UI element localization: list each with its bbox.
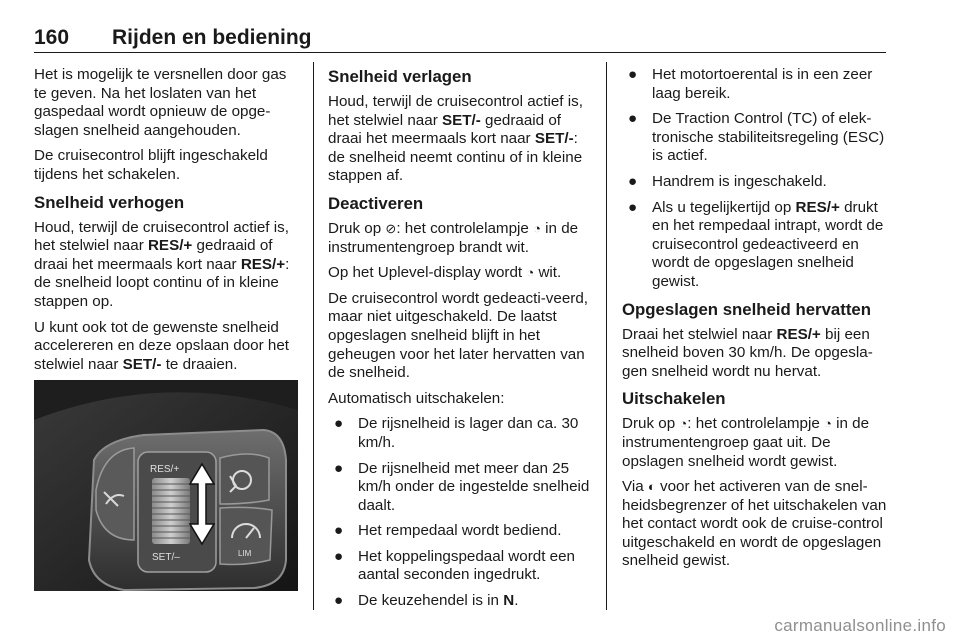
res-label: RES/+: [150, 464, 180, 475]
paragraph: De cruisecontrol wordt gedeacti-veerd, maar niet uitgeschakeld. De laatst opgeslagen snelheid blijft in het geheugen voor het later hervatten van de snelheid.: [328, 289, 588, 382]
paragraph: Druk op ◔: het controlelampje ◔ in de instrumentengroep gaat uit. De opslagen snelheid wordt gewist.: [622, 415, 870, 470]
bullet-mark: ●: [628, 110, 638, 128]
page-title: Rijden en bediening: [112, 26, 312, 49]
list-item: ● Het koppelingspedaal wordt een aantal seconden ingedrukt.: [334, 547, 575, 584]
column-divider-1: [313, 62, 314, 610]
paragraph: Het is mogelijk te versnellen door gas te geven. Na het loslaten van het gaspedaal wordt opnieuw de opge-slagen snelheid aangehouden.: [34, 66, 287, 139]
bullet-mark: ●: [628, 172, 638, 190]
page-number: 160: [34, 26, 70, 49]
list-item: ● De rijsnelheid met meer dan 25 km/h onder de ingestelde snelheid daalt.: [334, 459, 590, 514]
bullet-list: [622, 66, 888, 292]
header-divider: [34, 52, 886, 53]
column-2: [328, 66, 594, 618]
heading-uitschakelen: Uitschakelen: [622, 389, 726, 409]
cruise-control-button-icon: ◔: [679, 416, 688, 432]
bullet-mark: ●: [334, 592, 344, 610]
bullet-mark: ●: [334, 522, 344, 540]
paragraph: Houd, terwijl de cruisecontrol actief is, het stelwiel naar RES/+ gedraaid of draai het meermaals kort naar RES/+: de snelheid loopt continu of in kleine stappen op.: [34, 218, 290, 310]
list-item: ● De keuzehendel is in N.: [334, 592, 519, 610]
heading-snelheid-verlagen: Snelheid verlagen: [328, 67, 472, 86]
paragraph: Via ◐ voor het activeren van de snel-heidsbegrenzer of het uitschakelen van het contact wordt ook de cruise-control uitgeschakeld en wordt de opgeslagen snelheid gewist.: [622, 478, 887, 570]
lim-label: LIM: [238, 549, 252, 558]
list-item: ● Het motortoerental is in een zeer laag bereik.: [628, 66, 873, 102]
column-3: [622, 66, 888, 578]
bullet-list: [328, 415, 594, 610]
heading-deactiveren: Deactiveren: [328, 193, 424, 213]
paragraph: Op het Uplevel-display wordt ◔ wit.: [328, 264, 562, 282]
list-item: ● Als u tegelijkertijd op RES/+ drukt en het rempedaal intrapt, wordt de cruisecontrol gedeactiveerd en wordt de opgeslagen snelheid gewist.: [628, 198, 884, 290]
column-divider-2: [606, 62, 607, 610]
page-header: [34, 26, 886, 52]
bullet-mark: ●: [334, 459, 344, 477]
paragraph: Druk op ⊘: het controlelampje ◔ in de instrumentengroep brandt wit.: [328, 219, 579, 256]
list-item: ● De Traction Control (TC) of elek-tronische stabiliteitsregeling (ESC) is actief.: [628, 110, 885, 165]
paragraph: U kunt ook tot de gewenste snelheid accelereren en deze opslaan door het stelwiel naar SET/- te draaien.: [34, 318, 289, 373]
cruise-control-lamp-icon: ◔: [526, 265, 535, 281]
steering-wheel-illustration: [34, 380, 298, 591]
cruise-control-lamp-icon: ◔: [533, 220, 541, 236]
bullet-mark: ●: [334, 415, 344, 433]
cruise-cancel-icon: ⊘: [385, 220, 397, 236]
list-item: ● Handrem is ingeschakeld.: [628, 172, 827, 190]
steering-wheel-controls-photo: [34, 380, 298, 591]
bullet-mark: ●: [628, 198, 638, 216]
set-label: SET/–: [152, 552, 180, 563]
bullet-mark: ●: [628, 66, 638, 83]
bullet-mark: ●: [334, 547, 344, 565]
paragraph: Automatisch uitschakelen:: [328, 389, 505, 407]
paragraph: Draai het stelwiel naar RES/+ bij een snelheid boven 30 km/h. De opgesla-gen snelheid wordt nu hervat.: [622, 325, 873, 380]
paragraph: De cruisecontrol blijft ingeschakeld tijdens het schakelen.: [34, 147, 268, 183]
list-item: ● Het rempedaal wordt bediend.: [334, 522, 562, 540]
column-1: [34, 66, 300, 381]
heading-opgeslagen-snelheid-hervatten: Opgeslagen snelheid hervatten: [622, 299, 871, 319]
watermark: carmanualsonline.info: [774, 616, 946, 635]
cruise-control-lamp-icon: ◔: [824, 416, 832, 432]
paragraph: Houd, terwijl de cruisecontrol actief is, het stelwiel naar SET/- gedraaid of draai het meermaals kort naar SET/-: de snelheid neemt continu of in kleine stappen af.: [328, 93, 583, 185]
list-item: ● De rijsnelheid is lager dan ca. 30 km/h.: [334, 415, 579, 451]
heading-snelheid-verhogen: Snelheid verhogen: [34, 192, 185, 212]
speed-limiter-icon: ◐: [647, 479, 656, 495]
